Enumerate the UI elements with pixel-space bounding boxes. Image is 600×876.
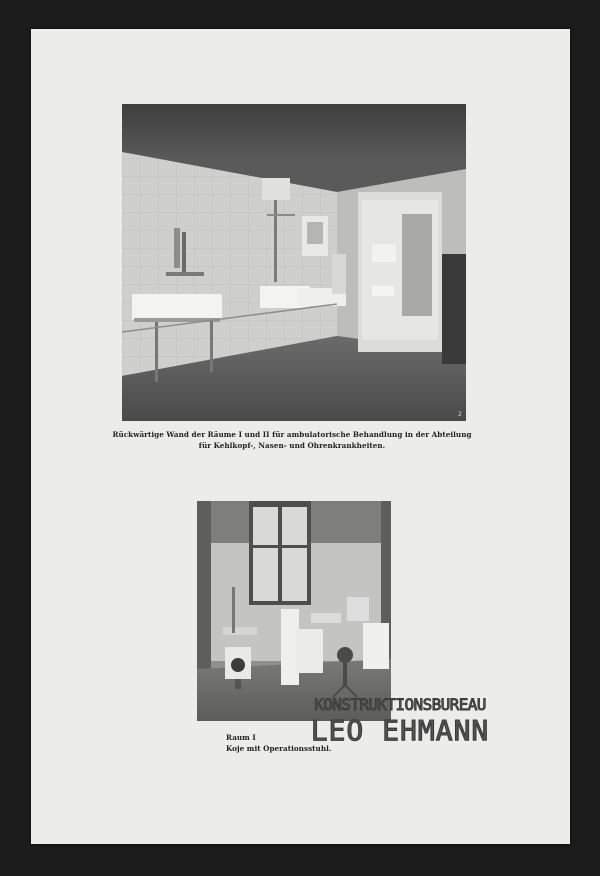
stamp-line-name: LEO EHMANN: [310, 714, 490, 747]
caption-figure-1-line2: für Kehlkopf-, Nasen- und Ohrenkrankheiten.: [198, 441, 386, 450]
caption-figure-2-line1: Raum I: [226, 733, 256, 742]
photo-treatment-room-wall: [122, 104, 466, 421]
caption-figure-1: [112, 429, 472, 451]
document-page: [31, 29, 570, 844]
photo-number-label: 2: [458, 411, 462, 418]
caption-figure-2-line2: Koje mit Operationsstuhl.: [226, 744, 332, 753]
caption-figure-1-line1: Rückwärtige Wand der Räume I und II für ambulatorische Behandlung in der Abteilung: [112, 430, 472, 439]
stamp-line-company: KONSTRUKTIONSBUREAU: [314, 695, 486, 714]
perforated-stamp: [290, 696, 510, 746]
photo-operating-chair-booth: [197, 501, 391, 721]
